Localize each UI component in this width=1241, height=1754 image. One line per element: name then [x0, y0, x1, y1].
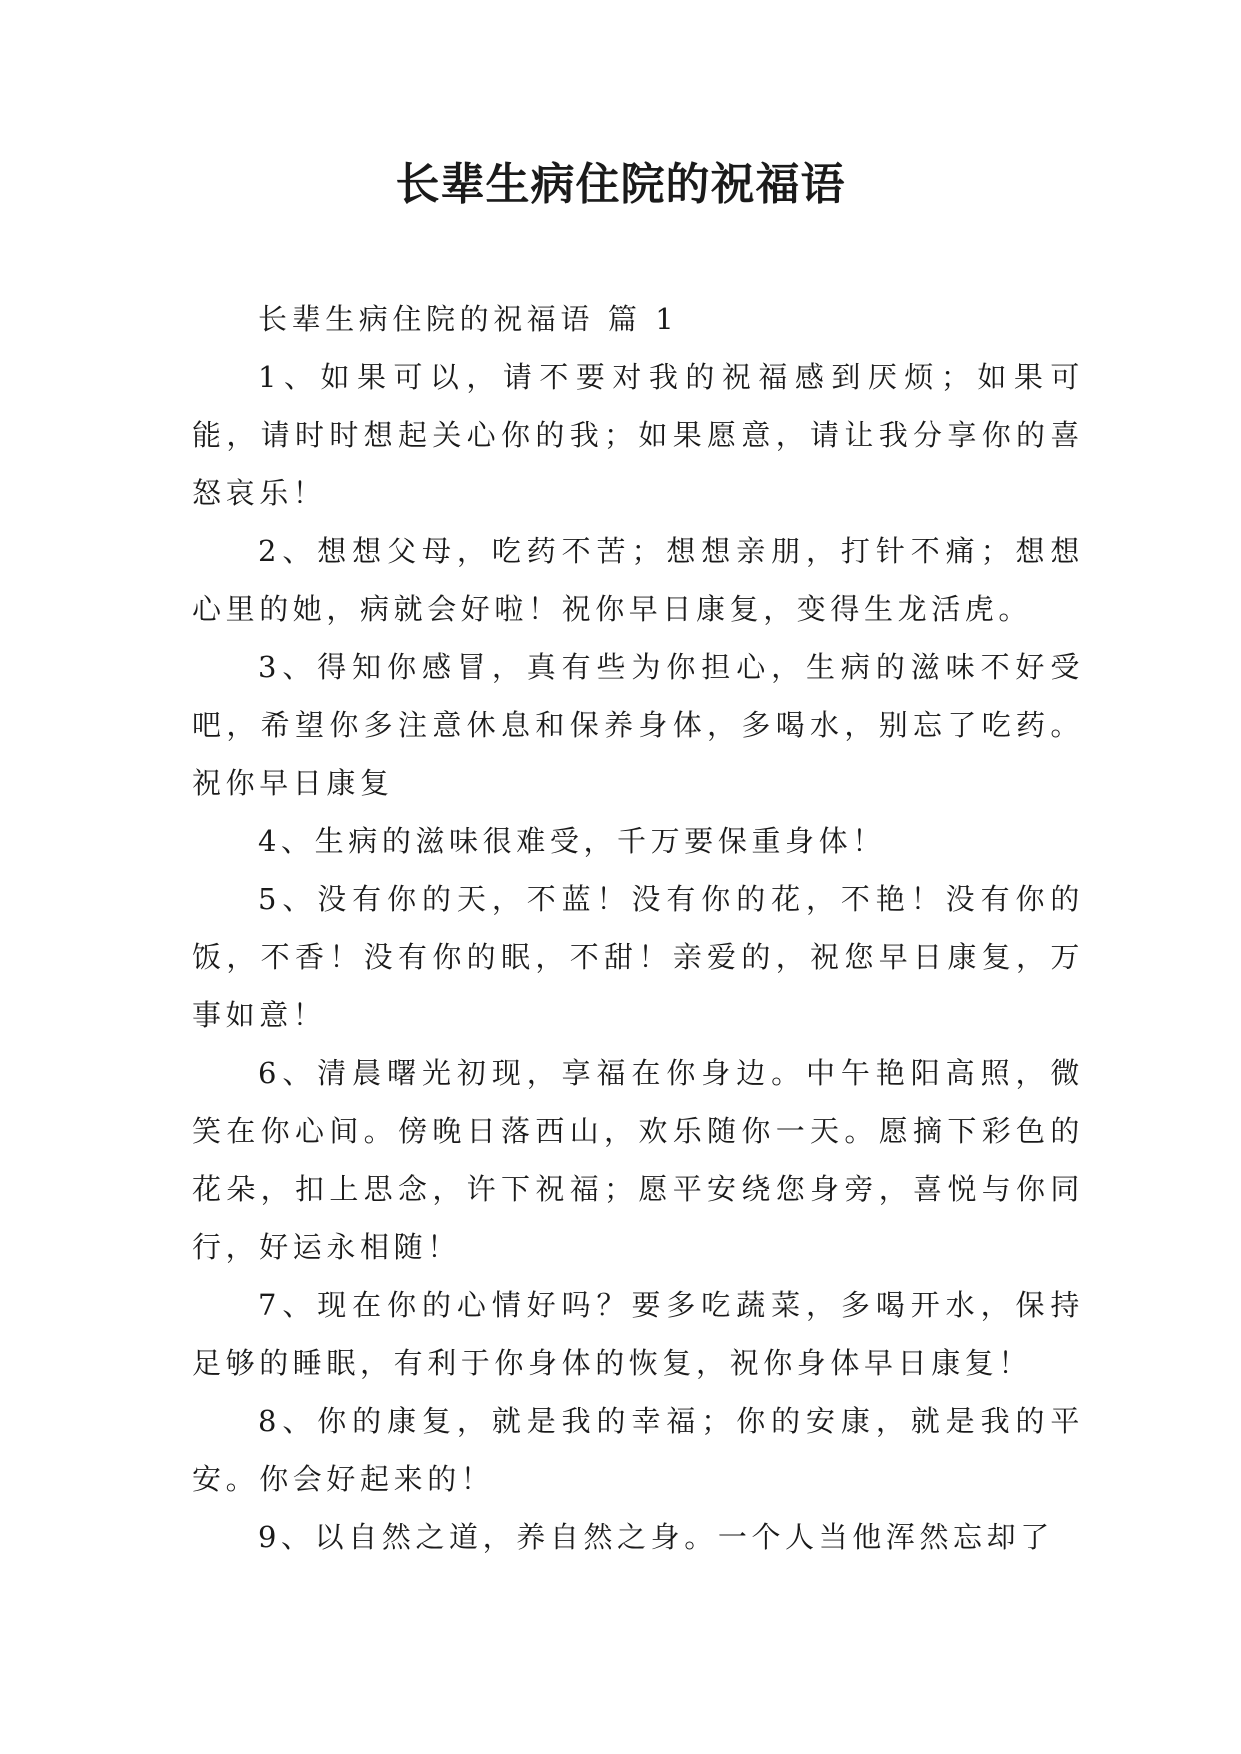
- document-title: 长辈生病住院的祝福语: [395, 159, 846, 210]
- paragraph-6: 6、清晨曙光初现，享福在你身边。中午艳阳高照，微笑在你心间。傍晚日落西山，欢乐随你一天。愿摘下彩色的花朵，扣上思念，许下祝福；愿平安绕您身旁，喜悦与你同行，好运永相随！: [192, 1056, 1084, 1264]
- paragraph-4: 4、生病的滋味很难受，千万要保重身体！: [258, 824, 886, 858]
- document-body: [192, 290, 1084, 1566]
- paragraph-9: 9、以自然之道，养自然之身。一个人当他浑然忘却了: [258, 1520, 1054, 1554]
- section-heading: 长辈生病住院的祝福语 篇 1: [258, 302, 679, 336]
- paragraph-1: 1、如果可以，请不要对我的祝福感到厌烦；如果可能，请时时想起关心你的我；如果愿意，请让我分享你的喜怒哀乐！: [192, 360, 1084, 510]
- paragraph-2: 2、想想父母，吃药不苦；想想亲朋，打针不痛；想想心里的她，病就会好啦！祝你早日康复，变得生龙活虎。: [192, 534, 1084, 626]
- paragraph-3: 3、得知你感冒，真有些为你担心，生病的滋味不好受吧，希望你多注意休息和保养身体，多喝水，别忘了吃药。祝你早日康复: [192, 650, 1084, 800]
- paragraph-8: 8、你的康复，就是我的幸福；你的安康，就是我的平安。你会好起来的！: [192, 1404, 1084, 1496]
- paragraph-7: 7、现在你的心情好吗？要多吃蔬菜，多喝开水，保持足够的睡眠，有利于你身体的恢复，祝你身体早日康复！: [192, 1288, 1084, 1380]
- paragraph-5: 5、没有你的天，不蓝！没有你的花，不艳！没有你的饭，不香！没有你的眠，不甜！亲爱的，祝您早日康复，万事如意！: [192, 882, 1084, 1032]
